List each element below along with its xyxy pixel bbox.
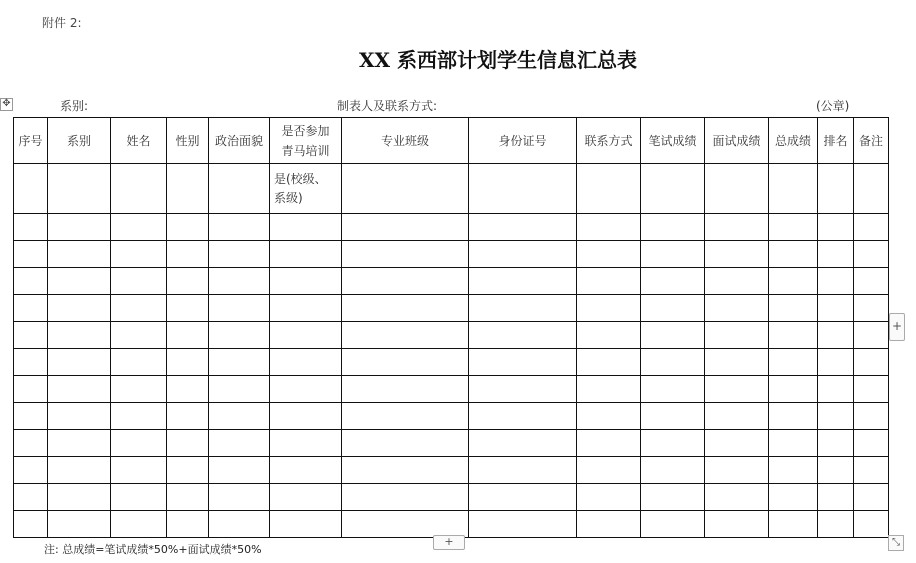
table-row <box>14 484 889 511</box>
table-cell[interactable] <box>577 164 641 214</box>
table-cell[interactable] <box>641 349 705 376</box>
table-cell[interactable] <box>14 241 48 268</box>
table-cell[interactable] <box>270 322 342 349</box>
table-cell[interactable] <box>577 511 641 538</box>
table-cell[interactable] <box>818 322 854 349</box>
table-cell[interactable] <box>769 268 818 295</box>
table-cell[interactable] <box>769 484 818 511</box>
table-cell[interactable] <box>769 241 818 268</box>
table-cell[interactable] <box>342 268 469 295</box>
table-cell[interactable] <box>818 349 854 376</box>
table-cell[interactable] <box>705 511 769 538</box>
move-handle-icon[interactable]: ✥ <box>0 98 13 111</box>
table-cell[interactable] <box>14 511 48 538</box>
table-cell[interactable] <box>48 403 111 430</box>
table-cell[interactable] <box>469 484 577 511</box>
header-cell: 是否参加 青马培训 <box>270 118 342 164</box>
table-cell[interactable] <box>209 295 270 322</box>
table-cell[interactable] <box>48 457 111 484</box>
table-cell[interactable] <box>854 403 889 430</box>
table-cell[interactable] <box>469 241 577 268</box>
table-cell[interactable] <box>769 430 818 457</box>
table-cell[interactable] <box>342 214 469 241</box>
header-cell: 总成绩 <box>769 118 818 164</box>
table-cell[interactable] <box>854 484 889 511</box>
table-cell[interactable] <box>209 268 270 295</box>
table-cell[interactable] <box>469 457 577 484</box>
table-cell[interactable] <box>577 295 641 322</box>
table-header-row <box>14 118 889 164</box>
table-cell[interactable] <box>167 164 209 214</box>
table-cell[interactable] <box>270 295 342 322</box>
table-cell[interactable] <box>577 484 641 511</box>
table-cell[interactable] <box>854 241 889 268</box>
table-cell[interactable] <box>167 511 209 538</box>
table-cell[interactable] <box>854 349 889 376</box>
table-cell[interactable] <box>111 241 167 268</box>
header-cell: 序号 <box>14 118 48 164</box>
table-cell[interactable] <box>705 268 769 295</box>
table-cell[interactable] <box>705 241 769 268</box>
table-cell[interactable] <box>270 376 342 403</box>
table-cell[interactable] <box>167 430 209 457</box>
table-cell[interactable] <box>48 484 111 511</box>
header-cell: 备注 <box>854 118 889 164</box>
header-cell: 性别 <box>167 118 209 164</box>
table-cell[interactable] <box>342 484 469 511</box>
table-cell[interactable] <box>469 164 577 214</box>
student-info-table <box>13 117 889 538</box>
table-cell[interactable] <box>209 403 270 430</box>
table-row <box>14 268 889 295</box>
table-cell[interactable] <box>818 164 854 214</box>
table-cell[interactable] <box>14 484 48 511</box>
table-cell[interactable] <box>342 457 469 484</box>
table-cell[interactable] <box>818 484 854 511</box>
table-cell[interactable] <box>111 322 167 349</box>
table-cell[interactable] <box>818 511 854 538</box>
table-cell[interactable] <box>342 430 469 457</box>
table-cell[interactable] <box>48 511 111 538</box>
table-cell[interactable] <box>111 164 167 214</box>
table-cell[interactable] <box>577 214 641 241</box>
table-cell[interactable] <box>167 268 209 295</box>
table-cell[interactable] <box>577 376 641 403</box>
table-cell[interactable] <box>469 322 577 349</box>
table-cell[interactable] <box>705 376 769 403</box>
table-cell[interactable] <box>14 376 48 403</box>
table-cell[interactable] <box>209 376 270 403</box>
table-cell[interactable] <box>167 484 209 511</box>
table-cell[interactable] <box>48 268 111 295</box>
table-cell[interactable] <box>705 457 769 484</box>
table-cell[interactable] <box>854 511 889 538</box>
table-cell[interactable] <box>818 376 854 403</box>
table-cell[interactable] <box>270 403 342 430</box>
header-cell: 笔试成绩 <box>641 118 705 164</box>
table-cell[interactable] <box>641 241 705 268</box>
table-cell[interactable] <box>167 322 209 349</box>
table-cell[interactable] <box>14 322 48 349</box>
header-cell: 系别 <box>48 118 111 164</box>
table-cell[interactable] <box>769 511 818 538</box>
table-cell[interactable] <box>167 403 209 430</box>
table-cell[interactable] <box>469 403 577 430</box>
table-cell[interactable] <box>342 164 469 214</box>
table-cell[interactable] <box>818 295 854 322</box>
table-cell[interactable] <box>577 322 641 349</box>
table-cell[interactable] <box>705 214 769 241</box>
table-cell[interactable] <box>342 403 469 430</box>
header-cell: 政治面貌 <box>209 118 270 164</box>
table-cell[interactable] <box>342 349 469 376</box>
table-cell[interactable] <box>48 241 111 268</box>
table-cell[interactable] <box>577 403 641 430</box>
table-cell[interactable] <box>209 349 270 376</box>
page-title: XX 系西部计划学生信息汇总表 <box>359 48 637 72</box>
table-row <box>14 430 889 457</box>
table-cell[interactable] <box>577 457 641 484</box>
table-cell[interactable] <box>111 511 167 538</box>
table-cell[interactable] <box>111 457 167 484</box>
plus-icon[interactable]: + <box>433 535 465 550</box>
table-cell[interactable] <box>818 457 854 484</box>
table-cell[interactable] <box>48 349 111 376</box>
table-cell[interactable] <box>769 457 818 484</box>
table-cell[interactable] <box>854 164 889 214</box>
table-cell[interactable] <box>111 430 167 457</box>
table-cell[interactable] <box>14 295 48 322</box>
table-cell[interactable] <box>111 268 167 295</box>
table-cell[interactable] <box>270 241 342 268</box>
header-cell: 专业班级 <box>342 118 469 164</box>
header-cell: 姓名 <box>111 118 167 164</box>
table-cell[interactable] <box>209 241 270 268</box>
table-cell[interactable] <box>209 457 270 484</box>
table-cell[interactable] <box>641 268 705 295</box>
table-cell[interactable] <box>854 214 889 241</box>
attachment-label: 附件 2: <box>42 16 82 30</box>
table-row <box>14 349 889 376</box>
table-cell[interactable] <box>641 164 705 214</box>
table-cell[interactable] <box>469 349 577 376</box>
table-cell[interactable] <box>577 241 641 268</box>
footnote: 注: 总成绩=笔试成绩*50%+面试成绩*50% <box>44 543 262 556</box>
table-row <box>14 241 889 268</box>
table-cell[interactable] <box>270 349 342 376</box>
table-cell[interactable] <box>14 403 48 430</box>
table-cell[interactable] <box>854 376 889 403</box>
table-cell[interactable] <box>48 322 111 349</box>
table-cell[interactable] <box>641 295 705 322</box>
table-cell[interactable] <box>111 349 167 376</box>
table-cell[interactable] <box>48 214 111 241</box>
training-note-cell[interactable]: 是(校级、系级) <box>270 164 342 214</box>
table-cell[interactable] <box>854 268 889 295</box>
table-cell[interactable] <box>270 268 342 295</box>
table-cell[interactable] <box>854 322 889 349</box>
table-cell[interactable] <box>818 430 854 457</box>
table-cell[interactable] <box>342 376 469 403</box>
table-cell[interactable] <box>818 268 854 295</box>
header-cell: 面试成绩 <box>705 118 769 164</box>
table-cell[interactable] <box>854 430 889 457</box>
table-cell[interactable] <box>641 484 705 511</box>
table-cell[interactable] <box>705 403 769 430</box>
table-cell[interactable] <box>769 295 818 322</box>
table-cell[interactable] <box>270 214 342 241</box>
table-cell[interactable] <box>270 484 342 511</box>
table-row <box>14 376 889 403</box>
table-cell[interactable] <box>641 376 705 403</box>
table-row <box>14 322 889 349</box>
table-cell[interactable] <box>209 322 270 349</box>
table-cell[interactable] <box>342 241 469 268</box>
table-cell[interactable] <box>48 164 111 214</box>
table-cell[interactable] <box>14 164 48 214</box>
table-cell[interactable] <box>818 214 854 241</box>
table-cell[interactable] <box>641 457 705 484</box>
table-cell[interactable] <box>111 295 167 322</box>
table-cell[interactable] <box>854 457 889 484</box>
plus-icon[interactable]: + <box>889 313 905 341</box>
table-row <box>14 403 889 430</box>
table-cell[interactable] <box>48 295 111 322</box>
table-cell[interactable] <box>167 376 209 403</box>
table-cell[interactable] <box>705 484 769 511</box>
table-cell[interactable] <box>769 214 818 241</box>
table-cell[interactable] <box>167 457 209 484</box>
table-row <box>14 214 889 241</box>
table-cell[interactable] <box>48 376 111 403</box>
table-cell[interactable] <box>641 403 705 430</box>
table-cell[interactable] <box>111 214 167 241</box>
table-cell[interactable] <box>705 349 769 376</box>
table-cell[interactable] <box>14 214 48 241</box>
table-cell[interactable] <box>209 164 270 214</box>
table-cell[interactable] <box>641 511 705 538</box>
table-cell[interactable] <box>705 164 769 214</box>
table-cell[interactable] <box>769 164 818 214</box>
table-row <box>14 457 889 484</box>
table-cell[interactable] <box>818 241 854 268</box>
table-cell[interactable] <box>577 349 641 376</box>
maker-contact-label: 制表人及联系方式: <box>337 99 438 113</box>
seal-label: (公章) <box>816 99 850 113</box>
table-cell[interactable] <box>769 403 818 430</box>
table-cell[interactable] <box>769 349 818 376</box>
table-cell[interactable] <box>209 484 270 511</box>
table-cell[interactable] <box>818 403 854 430</box>
table-cell[interactable] <box>342 295 469 322</box>
table-row <box>14 295 889 322</box>
table-cell[interactable] <box>469 376 577 403</box>
table-cell[interactable] <box>209 430 270 457</box>
table-cell[interactable] <box>577 268 641 295</box>
table-cell[interactable] <box>14 349 48 376</box>
table-cell[interactable] <box>705 430 769 457</box>
table-cell[interactable] <box>769 376 818 403</box>
table-cell[interactable] <box>14 430 48 457</box>
table-cell[interactable] <box>641 214 705 241</box>
header-cell: 排名 <box>818 118 854 164</box>
table-cell[interactable] <box>469 214 577 241</box>
table-cell[interactable] <box>469 295 577 322</box>
table-cell[interactable] <box>209 511 270 538</box>
table-cell[interactable] <box>469 511 577 538</box>
table-cell[interactable] <box>167 241 209 268</box>
table-cell[interactable] <box>167 214 209 241</box>
table-cell[interactable] <box>111 403 167 430</box>
table-cell[interactable] <box>167 295 209 322</box>
table-cell[interactable] <box>167 349 209 376</box>
table-cell[interactable] <box>769 322 818 349</box>
table-cell[interactable] <box>705 295 769 322</box>
table-cell[interactable] <box>270 457 342 484</box>
header-cell: 联系方式 <box>577 118 641 164</box>
header-cell: 身份证号 <box>469 118 577 164</box>
table-cell[interactable] <box>111 484 167 511</box>
table-cell[interactable] <box>577 430 641 457</box>
table-cell[interactable] <box>469 430 577 457</box>
table-cell[interactable] <box>854 295 889 322</box>
table-cell[interactable] <box>14 457 48 484</box>
table-row <box>14 511 889 538</box>
table-cell[interactable] <box>342 322 469 349</box>
table-cell[interactable] <box>641 430 705 457</box>
table-cell[interactable] <box>14 268 48 295</box>
table-cell[interactable] <box>48 430 111 457</box>
table-cell[interactable] <box>270 430 342 457</box>
table-cell[interactable] <box>469 268 577 295</box>
table-cell[interactable] <box>111 376 167 403</box>
table-cell[interactable] <box>641 322 705 349</box>
table-cell[interactable] <box>705 322 769 349</box>
table-cell[interactable] <box>270 511 342 538</box>
table-cell[interactable] <box>342 511 469 538</box>
table-cell[interactable] <box>209 214 270 241</box>
resize-icon[interactable]: ⤡ <box>888 535 904 551</box>
department-label: 系别: <box>60 99 89 113</box>
table-row <box>14 164 889 214</box>
